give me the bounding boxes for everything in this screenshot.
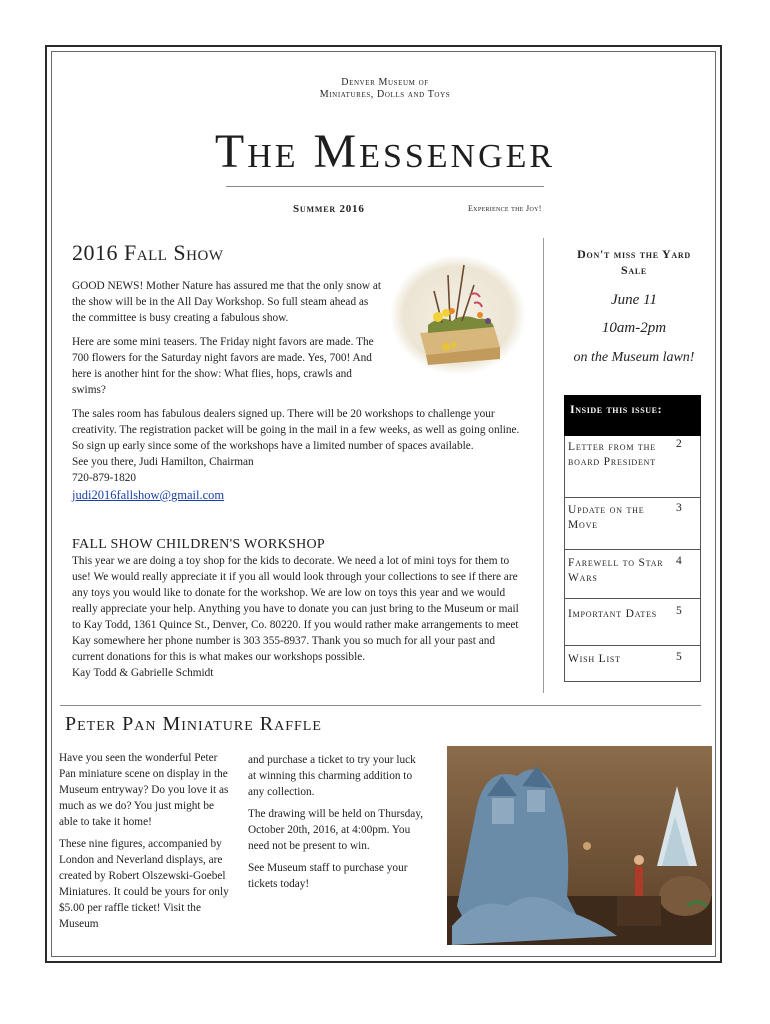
raffle-paragraph-2: These nine figures, accompanied by London and Neverland displays, are created by Robert Olszewski-Goebel Miniatures. It could be yours for only $5.00 per raffle ticket! Visit the Museum	[59, 838, 229, 930]
yard-sale-place: on the Museum lawn!	[573, 350, 695, 365]
tagline: Experience the Joy!	[468, 204, 542, 213]
inside-issue-heading: Inside this issue:	[564, 395, 701, 436]
column-divider	[543, 238, 544, 693]
toc-page-dates: 5	[676, 605, 682, 617]
raffle-paragraph-5: See Museum staff to purchase your tickets today!	[248, 862, 408, 890]
raffle-paragraph-3: and purchase a ticket to try your luck at winning this charming addition to any collection.	[248, 754, 416, 798]
workshop-section	[72, 553, 524, 681]
peter-pan-display-photo	[447, 746, 712, 945]
raffle-paragraph-4: The drawing will be held on Thursday, October 20th, 2016, at 4:00pm. You need not be present to win.	[248, 808, 424, 852]
toc-divider	[564, 497, 701, 498]
toc-page-letter: 2	[676, 438, 682, 450]
fall-show-phone: 720-879-1820	[72, 472, 137, 484]
toc-item-star-wars[interactable]: Farewell to Star Wars	[568, 557, 664, 584]
flower-arrangement-photo	[390, 255, 526, 375]
title-rule	[226, 186, 544, 187]
raffle-column-1	[59, 750, 233, 932]
newsletter-title: The Messenger	[214, 125, 556, 178]
fall-show-paragraph-2: Here are some mini teasers. The Friday night favors are made. The 700 flowers for the Saturday night favors are made. Yes, 700! And here is another hint for the show: What flies, hops, crawls and swims?	[72, 336, 374, 396]
raffle-paragraph-1: Have you seen the wonderful Peter Pan miniature scene on display in the Museum entryway? Do you love it as much as we do? You just might be able to take it home!	[59, 752, 229, 828]
fall-show-intro	[72, 278, 384, 398]
issue-label: Summer 2016	[293, 203, 365, 215]
toc-page-move: 3	[676, 502, 682, 514]
museum-name-line1: Denver Museum of	[341, 77, 429, 88]
toc-page-wish-list: 5	[676, 651, 682, 663]
fall-show-signoff: See you there, Judi Hamilton, Chairman	[72, 456, 254, 468]
yard-sale-time: 10am-2pm	[601, 320, 667, 336]
fall-show-paragraph-1: GOOD NEWS! Mother Nature has assured me that the only snow at the show will be in the All Day Workshop. So full steam ahead as the committee is busy creating a fabulous show.	[72, 280, 382, 324]
fall-show-heading: 2016 Fall Show	[72, 240, 224, 265]
toc-item-move[interactable]: Update on the Move	[568, 504, 645, 531]
toc-divider	[564, 645, 701, 646]
toc-item-wish-list[interactable]: Wish List	[568, 653, 621, 665]
fall-show-details	[72, 406, 528, 503]
raffle-heading: Peter Pan Miniature Raffle	[65, 713, 322, 735]
fall-show-email-link[interactable]: judi2016fallshow@gmail.com	[72, 488, 225, 502]
section-rule	[60, 705, 701, 706]
museum-name-line2: Miniatures, Dolls and Toys	[319, 89, 451, 100]
toc-divider	[564, 549, 701, 550]
workshop-heading: FALL SHOW CHILDREN'S WORKSHOP	[72, 537, 326, 552]
workshop-body: This year we are doing a toy shop for the kids to decorate. We need a lot of mini toys for them to use! We would really appreciate it if you all would look through your collections to see if there are any toys you would like to donate for the workshop. We are low on toys this year and we would really appreciate your help. Anything you have to donate you can just bring to the Museum or mail to Kay Todd, 1361 Quince St., Denver, Co. 80220. If you would rather make arrangements to meet Kay somewhere her phone number is 303 355-8937. Thank you so much for all your past and current donations for this is what makes our workshops possible.	[72, 555, 519, 663]
toc-divider	[564, 598, 701, 599]
toc-page-star-wars: 4	[676, 555, 682, 567]
workshop-signoff: Kay Todd & Gabrielle Schmidt	[72, 667, 214, 679]
yard-sale-title: Don't miss the Yard Sale	[577, 247, 691, 277]
toc-item-dates[interactable]: Important Dates	[568, 608, 658, 620]
raffle-column-2	[248, 752, 426, 892]
fall-show-paragraph-3: The sales room has fabulous dealers signed up. There will be 20 workshops to challenge your creativity. The registration packet will be going in the mail in a few weeks, as well as going online. So sign up early since some of the workshops have a limited number of spaces available.	[72, 408, 520, 452]
toc-item-letter[interactable]: Letter from the board President	[568, 441, 656, 468]
yard-sale-date: June 11	[611, 292, 657, 308]
